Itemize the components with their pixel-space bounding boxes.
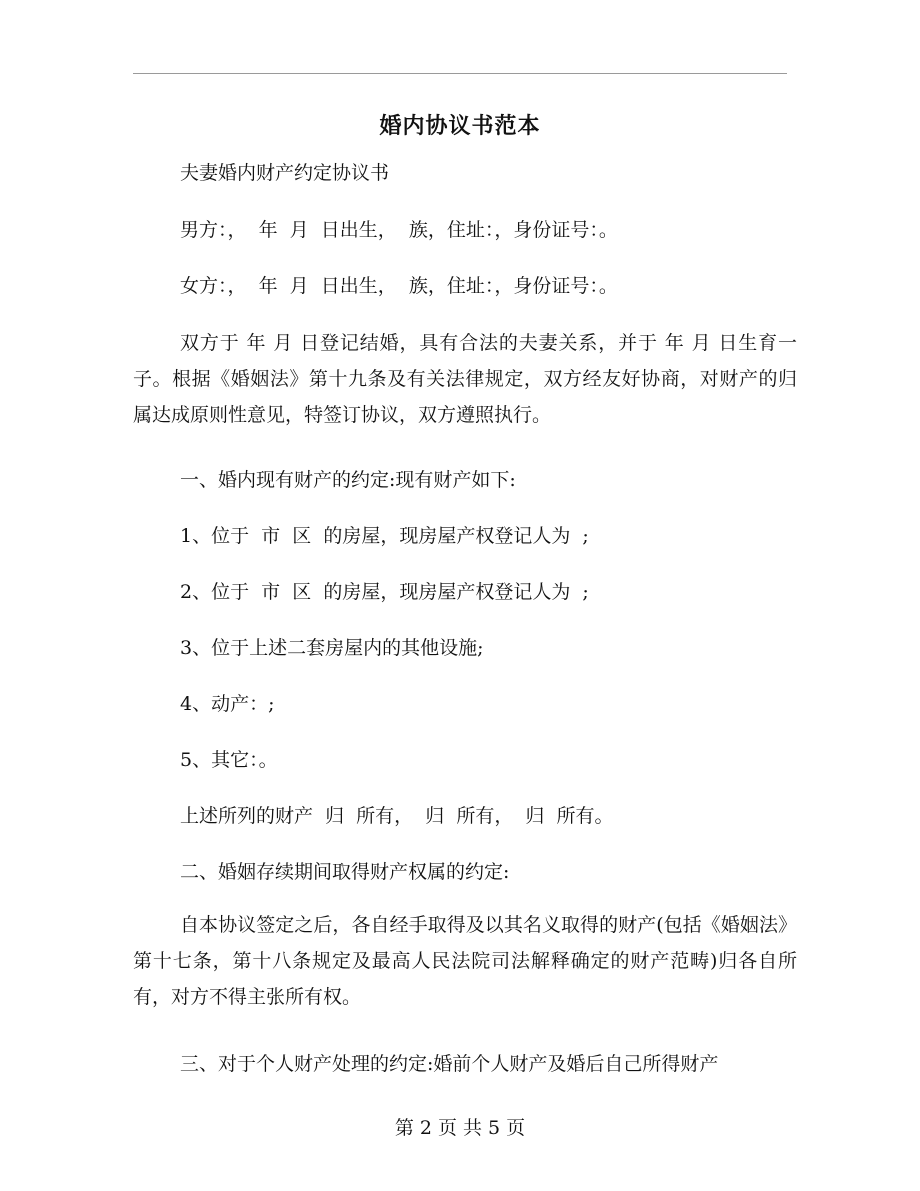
- section3-heading: 三、对于个人财产处理的约定:婚前个人财产及婚后自己所得财产: [180, 1053, 719, 1075]
- husband-info-line: 男方：， 年 月 日出生， 族，住址：，身份证号：。: [180, 219, 618, 241]
- section1-item-2: 2、位于 市 区 的房屋，现房屋产权登记人为 ;: [180, 581, 589, 603]
- section1-item-4: 4、动产：;: [180, 693, 275, 715]
- section2-paragraph: 自本协议签定之后，各自经手取得及以其名义取得的财产(包括《婚姻法》第十七条，第十八条规定及最高人民法院司法解释确定的财产范畴)归各自所有，对方不得主张所有权。: [133, 914, 797, 1008]
- ownership-line: 上述所列的财产 归 所有， 归 所有， 归 所有。: [180, 805, 614, 827]
- document-subtitle: 夫妻婚内财产约定协议书: [180, 162, 390, 184]
- section1-item-3: 3、位于上述二套房屋内的其他设施;: [180, 637, 484, 659]
- section2-heading: 二、婚姻存续期间取得财产权属的约定:: [180, 861, 510, 883]
- document-title: 婚内协议书范本: [379, 113, 541, 139]
- section1-heading: 一、婚内现有财产的约定:现有财产如下:: [180, 469, 516, 491]
- section1-item-1: 1、位于 市 区 的房屋，现房屋产权登记人为 ;: [180, 525, 589, 547]
- header-rule: [133, 73, 787, 74]
- section1-item-5: 5、其它：。: [180, 749, 278, 771]
- page-number-footer: 第 2 页 共 5 页: [394, 1117, 526, 1139]
- wife-info-line: 女方：， 年 月 日出生， 族，住址：，身份证号：。: [180, 275, 618, 297]
- intro-paragraph: 双方于 年 月 日登记结婚，具有合法的夫妻关系，并于 年 月 日生育一子。根据《婚姻法》第十九条及有关法律规定，双方经友好协商，对财产的归属达成原则性意见，特签订协议，双方遵照执行。: [133, 332, 797, 426]
